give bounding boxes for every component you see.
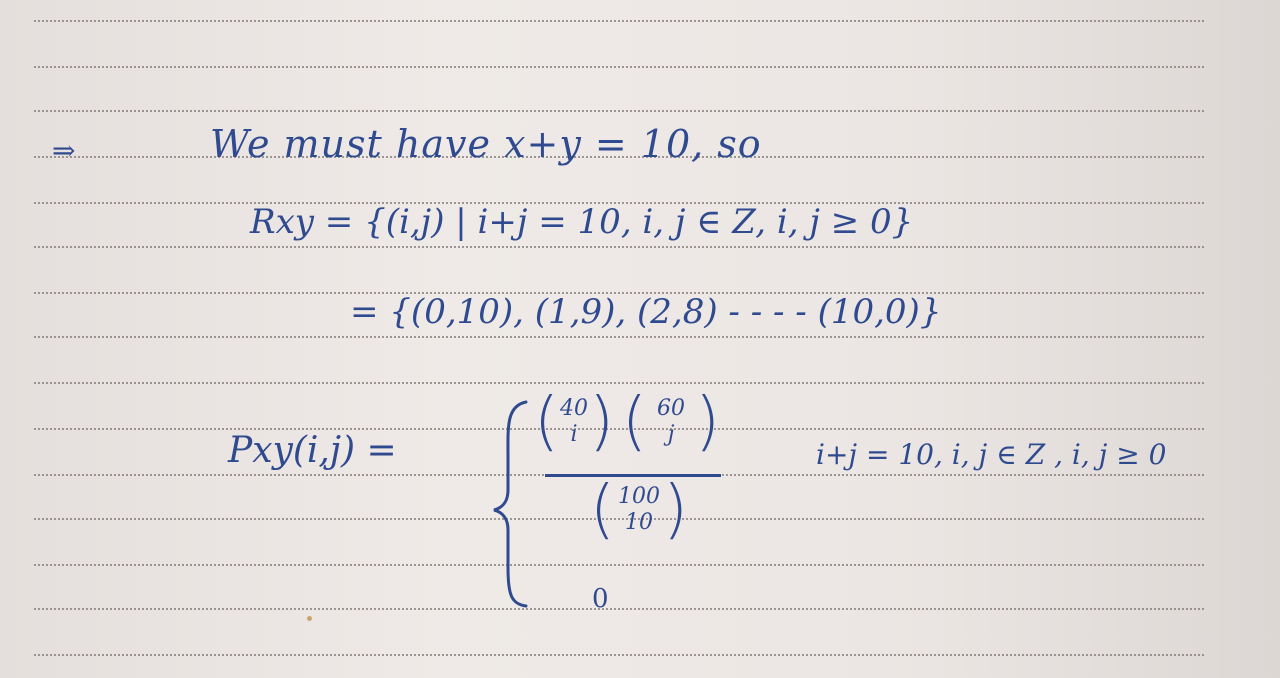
ruled-line bbox=[34, 66, 1204, 68]
relation-definition: Rxy = {(i,j) | i+j = 10, i, j ∈ Z, i, j ≥ 0} bbox=[250, 202, 914, 242]
left-paren: ( bbox=[622, 385, 647, 459]
left-paren: ( bbox=[590, 473, 615, 547]
ruled-line bbox=[34, 608, 1204, 610]
paper-spot bbox=[307, 616, 312, 621]
ruled-line bbox=[34, 246, 1204, 248]
binomial-bottom: j bbox=[667, 422, 675, 447]
binomial-40-i bbox=[534, 385, 614, 459]
ruled-line bbox=[34, 20, 1204, 22]
binomial-60-j bbox=[622, 385, 720, 459]
binomial-bottom: 10 bbox=[625, 510, 653, 535]
binomial-top: 40 bbox=[560, 396, 588, 421]
left-paren: ( bbox=[534, 385, 559, 459]
right-paren: ) bbox=[589, 385, 614, 459]
ruled-line bbox=[34, 564, 1204, 566]
piecewise-brace bbox=[490, 392, 534, 612]
relation-enumeration: = {(0,10), (1,9), (2,8) - - - - (10,0)} bbox=[350, 292, 942, 332]
binomial-bottom: i bbox=[570, 422, 578, 447]
pmf-label: Pxy(i,j) = bbox=[228, 430, 397, 471]
ruled-line bbox=[34, 654, 1204, 656]
ruled-line bbox=[34, 428, 1204, 430]
binomial-top: 60 bbox=[657, 396, 685, 421]
binomial-top: 100 bbox=[618, 484, 660, 509]
right-paren: ) bbox=[695, 385, 720, 459]
statement-line: We must have x+y = 10, so bbox=[210, 122, 762, 166]
implies-arrow: ⇒ bbox=[52, 134, 76, 167]
ruled-line bbox=[34, 382, 1204, 384]
pmf-condition: i+j = 10, i, j ∈ Z , i, j ≥ 0 bbox=[816, 438, 1167, 471]
ruled-line bbox=[34, 110, 1204, 112]
otherwise-zero: 0 bbox=[592, 584, 609, 614]
ruled-line bbox=[34, 336, 1204, 338]
right-paren: ) bbox=[663, 473, 688, 547]
fraction-bar bbox=[545, 474, 721, 477]
binomial-100-10 bbox=[590, 473, 688, 547]
